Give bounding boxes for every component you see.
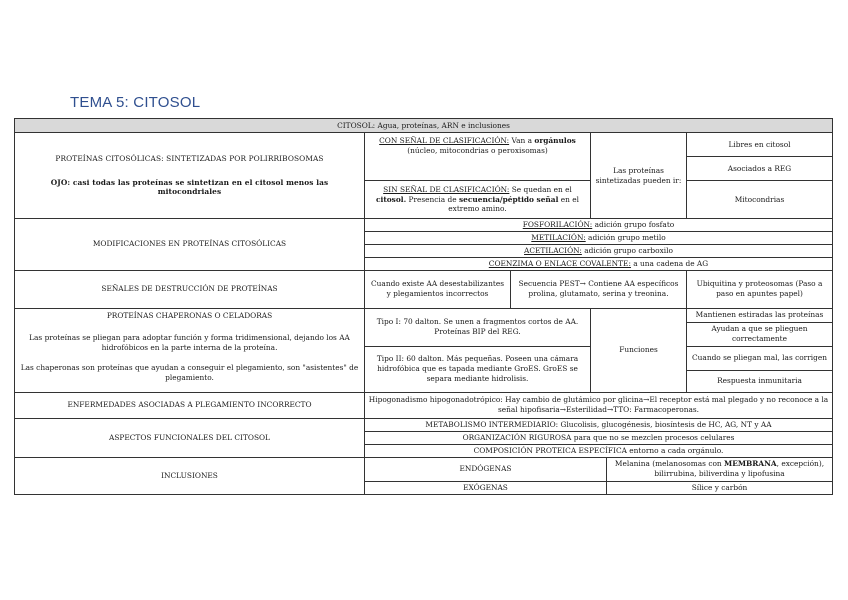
- mod-text: a una cadena de AG: [630, 258, 709, 268]
- modificaciones-title: MODIFICACIONES EN PROTEÍNAS CITOSÓLICAS: [15, 219, 365, 271]
- enfermedades-title: ENFERMEDADES ASOCIADAS A PLEGAMIENTO INCORRECTO: [15, 392, 365, 418]
- destruccion-ubiquitina: Ubiquitina y proteosomas (Paso a paso en apuntes papel): [687, 270, 833, 308]
- modificacion-coenzima: [365, 257, 833, 270]
- destino-libres: Libres en citosol: [687, 133, 833, 157]
- mod-label: COENZIMA O ENLACE COVALENTE:: [488, 258, 631, 268]
- chaperonas-title: PROTEÍNAS CHAPERONAS O CELADORAS: [106, 310, 273, 320]
- mod-text: adición grupo metilo: [585, 232, 666, 242]
- aspecto-metabolismo: [365, 418, 833, 431]
- aspecto-organizacion: [365, 431, 833, 444]
- mod-label: METILACIÓN:: [531, 232, 586, 242]
- sin-senal-label: SIN SEÑAL DE CLASIFICACIÓN:: [383, 184, 510, 194]
- endogenas-text1: Melanina (melanosomas con: [614, 459, 725, 469]
- chaperonas-p1: Las proteínas se pliegan para adoptar función y forma tridimensional, dejando los AA hidrofóbicos en la parte interna de la proteína.: [29, 332, 350, 352]
- destruccion-aa: Cuando existe AA desestabilizantes y plegamientos incorrectos: [365, 270, 511, 308]
- sin-senal-text1: Se quedan en el: [509, 184, 572, 194]
- mod-label: FOSFORILACIÓN:: [522, 220, 593, 229]
- endogenas-text2: , excepción), bilirrubina, biliverdina y lipofusina: [654, 459, 825, 479]
- citosol-summary-table: [14, 118, 833, 495]
- modificacion-fosforilacion: [365, 219, 833, 232]
- aspecto-text: entorno a cada orgánulo.: [626, 445, 724, 455]
- destinos-intro: Las proteínas sintetizadas pueden ir:: [591, 133, 687, 219]
- funcion-item: Mantienen estiradas las proteínas: [687, 308, 833, 322]
- destino-reg: Asociados a REG: [687, 157, 833, 181]
- funciones-label: Funciones: [591, 308, 687, 392]
- sin-senal-text2: Presencia de: [406, 194, 460, 204]
- con-senal-cell: [365, 133, 591, 181]
- chaperonas-cell: [15, 308, 365, 392]
- page-title: TEMA 5: CITOSOL: [70, 94, 201, 111]
- chaperonas-p2: Las chaperonas son proteínas que ayudan a conseguir el plegamiento, son "asistentes" de plegamiento.: [20, 362, 359, 382]
- endogenas-bold: MEMBRANA: [724, 459, 777, 469]
- con-senal-text2: (núcleo, mitocondrias o peroxisomas): [407, 145, 548, 155]
- endogenas-label: ENDÓGENAS: [365, 457, 607, 481]
- sin-senal-bold1: citosol.: [376, 194, 407, 204]
- sin-senal-text3: en el extremo amino.: [448, 194, 579, 214]
- con-senal-bold: orgánulos: [534, 136, 576, 145]
- exogenas-text: Sílice y carbón: [607, 481, 833, 494]
- aspecto-text: Glucolisis, glucogénesis, biosíntesis de HC, AG, NT y AA: [558, 419, 772, 429]
- mod-text: adición grupo carboxilo: [581, 245, 673, 255]
- destruccion-pest: Secuencia PEST→ Contiene AA específicos prolina, glutamato, serina y treonina.: [511, 270, 687, 308]
- funcion-item: Respuesta inmunitaria: [687, 370, 833, 392]
- chaperona-tipo1: Tipo I: 70 dalton. Se unen a fragmentos cortos de AA. Proteínas BIP del REG.: [365, 308, 591, 346]
- con-senal-label: CON SEÑAL DE CLASIFICACIÓN:: [379, 136, 510, 145]
- proteinas-citosolicas-title: PROTEÍNAS CITOSÓLICAS: SINTETIZADAS POR POLIRRIBOSOMAS: [55, 153, 324, 163]
- modificacion-metilacion: [365, 231, 833, 244]
- aspecto-label: ORGANIZACIÓN RIGUROSA: [462, 432, 572, 442]
- mod-label: ACETILACIÓN:: [524, 245, 582, 255]
- sin-senal-cell: [365, 181, 591, 219]
- aspectos-title: ASPECTOS FUNCIONALES DEL CITOSOL: [15, 418, 365, 457]
- modificacion-acetilacion: [365, 244, 833, 257]
- aspecto-label: METABOLISMO INTERMEDIARIO:: [425, 419, 559, 429]
- proteinas-citosolicas-cell: [15, 133, 365, 219]
- enfermedades-text: Hipogonadismo hipogonadotrópico: Hay cambio de glutámico por glicina→El receptor está mal plegado y no reconoce a la señal hipofisaria→Esterilidad→TTO: Farmacoperonas.: [365, 392, 833, 418]
- destino-mitocondrias: Mitocondrias: [687, 181, 833, 219]
- exogenas-label: EXÓGENAS: [365, 481, 607, 494]
- funcion-item: Cuando se pliegan mal, las corrigen: [687, 346, 833, 370]
- table-header: CITOSOL: Agua, proteínas, ARN e inclusiones: [15, 119, 833, 133]
- aspecto-text: para que no se mezclen procesos celulares: [571, 432, 735, 442]
- sin-senal-bold2: secuencia/péptido señal: [459, 194, 559, 204]
- destruccion-title: SEÑALES DE DESTRUCCIÓN DE PROTEÍNAS: [15, 270, 365, 308]
- aspecto-composicion: [365, 444, 833, 457]
- mod-text: adición grupo fosfato: [592, 220, 675, 229]
- proteinas-citosolicas-note: OJO: casi todas las proteínas se sintetizan en el citosol menos las mitocondriales: [50, 177, 329, 197]
- inclusiones-title: INCLUSIONES: [15, 457, 365, 494]
- chaperona-tipo2: Tipo II: 60 dalton. Más pequeñas. Poseen una cámara hidrofóbica que es tapada mediante GroES. GroES se separa mediante hidrolisis.: [365, 346, 591, 392]
- con-senal-text1: Van a: [509, 136, 535, 145]
- endogenas-text: [607, 457, 833, 481]
- aspecto-label: COMPOSICIÓN PROTEICA ESPECÍFICA: [473, 445, 627, 455]
- funcion-item: Ayudan a que se plieguen correctamente: [687, 322, 833, 346]
